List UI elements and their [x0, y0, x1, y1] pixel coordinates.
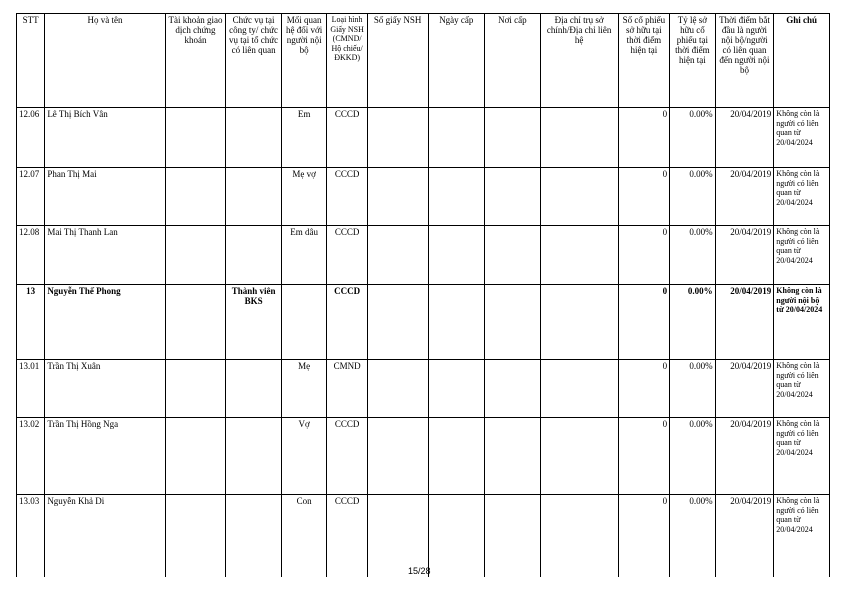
cell-note: Không còn là người có liên quan từ 20/04/2024: [774, 168, 830, 226]
cell-id-type: CCCD: [327, 226, 367, 285]
cell-relation: Vợ: [281, 418, 327, 495]
cell-name: Lê Thị Bích Vân: [45, 108, 165, 168]
cell-address: [540, 285, 618, 360]
cell-shares: 0: [618, 495, 670, 577]
cell-stt: 12.06: [17, 108, 45, 168]
cell-issue-place: [485, 360, 541, 418]
cell-issue-place: [485, 495, 541, 577]
cell-issue-place: [485, 108, 541, 168]
cell-issue-date: [428, 285, 485, 360]
cell-account: [165, 226, 226, 285]
header-start-date: Thời điểm bắt đầu là người nội bộ/người có liên quan đến người nội bộ: [715, 14, 774, 108]
cell-address: [540, 360, 618, 418]
cell-relation: Mẹ vợ: [281, 168, 327, 226]
table-row: [17, 226, 830, 285]
cell-start-date: 20/04/2019: [715, 226, 774, 285]
cell-issue-date: [428, 108, 485, 168]
cell-issue-place: [485, 285, 541, 360]
table-row: [17, 108, 830, 168]
cell-account: [165, 495, 226, 577]
header-account: Tài khoản giao dịch chứng khoán: [165, 14, 226, 108]
cell-start-date: 20/04/2019: [715, 285, 774, 360]
cell-account: [165, 168, 226, 226]
cell-issue-place: [485, 418, 541, 495]
cell-issue-place: [485, 168, 541, 226]
cell-account: [165, 360, 226, 418]
cell-id-number: [367, 168, 428, 226]
cell-start-date: 20/04/2019: [715, 108, 774, 168]
insider-table: [16, 13, 830, 577]
cell-id-type: CCCD: [327, 168, 367, 226]
cell-id-type: CMND: [327, 360, 367, 418]
cell-issue-date: [428, 168, 485, 226]
cell-relation: [281, 285, 327, 360]
cell-name: Nguyễn Khả Di: [45, 495, 165, 577]
header-issue-place: Nơi cấp: [485, 14, 541, 108]
cell-position: [226, 108, 282, 168]
header-ratio: Tỷ lệ sở hữu cổ phiếu tại thời điểm hiện tại: [670, 14, 716, 108]
cell-issue-date: [428, 360, 485, 418]
cell-id-number: [367, 226, 428, 285]
cell-id-type: CCCD: [327, 285, 367, 360]
cell-id-number: [367, 108, 428, 168]
table-row: [17, 168, 830, 226]
cell-name: Trần Thị Hồng Nga: [45, 418, 165, 495]
cell-position: [226, 168, 282, 226]
cell-shares: 0: [618, 108, 670, 168]
cell-name: Mai Thị Thanh Lan: [45, 226, 165, 285]
cell-stt: 13.03: [17, 495, 45, 577]
header-position: Chức vụ tại công ty/ chức vụ tại tổ chức có liên quan: [226, 14, 282, 108]
cell-position: [226, 226, 282, 285]
cell-id-number: [367, 418, 428, 495]
cell-issue-date: [428, 418, 485, 495]
header-id-type: Loại hình Giấy NSH (CMND/ Hộ chiếu/ ĐKKD): [327, 14, 367, 108]
cell-issue-place: [485, 226, 541, 285]
cell-name: Nguyễn Thế Phong: [45, 285, 165, 360]
cell-id-type: CCCD: [327, 495, 367, 577]
table-row: [17, 285, 830, 360]
cell-position: [226, 418, 282, 495]
header-address: Địa chỉ trụ sở chính/Địa chỉ liên hệ: [540, 14, 618, 108]
cell-relation: Em dâu: [281, 226, 327, 285]
header-id-number: Số giấy NSH: [367, 14, 428, 108]
cell-note: Không còn là người có liên quan từ 20/04/2024: [774, 418, 830, 495]
cell-note: Không còn là người nội bộ từ 20/04/2024: [774, 285, 830, 360]
cell-position: [226, 360, 282, 418]
cell-shares: 0: [618, 168, 670, 226]
header-row: [17, 14, 830, 108]
cell-id-number: [367, 285, 428, 360]
cell-shares: 0: [618, 285, 670, 360]
cell-start-date: 20/04/2019: [715, 495, 774, 577]
cell-shares: 0: [618, 226, 670, 285]
table-row: [17, 495, 830, 577]
cell-note: Không còn là người có liên quan từ 20/04/2024: [774, 226, 830, 285]
cell-ratio: 0.00%: [670, 418, 716, 495]
cell-address: [540, 108, 618, 168]
cell-issue-date: [428, 226, 485, 285]
header-stt: STT: [17, 14, 45, 108]
cell-ratio: 0.00%: [670, 285, 716, 360]
cell-start-date: 20/04/2019: [715, 418, 774, 495]
table-row: [17, 360, 830, 418]
cell-ratio: 0.00%: [670, 360, 716, 418]
cell-ratio: 0.00%: [670, 108, 716, 168]
header-shares: Số cổ phiếu sở hữu tại thời điểm hiện tại: [618, 14, 670, 108]
cell-ratio: 0.00%: [670, 495, 716, 577]
cell-id-number: [367, 495, 428, 577]
cell-stt: 13.02: [17, 418, 45, 495]
cell-address: [540, 418, 618, 495]
cell-start-date: 20/04/2019: [715, 168, 774, 226]
table-row: [17, 418, 830, 495]
cell-id-type: CCCD: [327, 418, 367, 495]
cell-account: [165, 418, 226, 495]
cell-shares: 0: [618, 360, 670, 418]
header-name: Họ và tên: [45, 14, 165, 108]
cell-relation: Con: [281, 495, 327, 577]
cell-ratio: 0.00%: [670, 168, 716, 226]
cell-issue-date: [428, 495, 485, 577]
cell-address: [540, 226, 618, 285]
cell-id-type: CCCD: [327, 108, 367, 168]
cell-account: [165, 285, 226, 360]
cell-relation: Em: [281, 108, 327, 168]
cell-account: [165, 108, 226, 168]
cell-position: [226, 495, 282, 577]
cell-id-number: [367, 360, 428, 418]
cell-note: Không còn là người có liên quan từ 20/04/2024: [774, 360, 830, 418]
page-number: 15/28: [408, 566, 431, 576]
cell-note: Không còn là người có liên quan từ 20/04/2024: [774, 495, 830, 577]
cell-ratio: 0.00%: [670, 226, 716, 285]
cell-start-date: 20/04/2019: [715, 360, 774, 418]
cell-position: Thành viên BKS: [226, 285, 282, 360]
cell-name: Trần Thị Xuân: [45, 360, 165, 418]
cell-name: Phan Thị Mai: [45, 168, 165, 226]
header-issue-date: Ngày cấp: [428, 14, 485, 108]
header-relation: Mối quan hệ đối với người nội bộ: [281, 14, 327, 108]
cell-stt: 13: [17, 285, 45, 360]
cell-stt: 13.01: [17, 360, 45, 418]
cell-shares: 0: [618, 418, 670, 495]
cell-address: [540, 168, 618, 226]
cell-address: [540, 495, 618, 577]
header-note: Ghi chú: [774, 14, 830, 108]
cell-stt: 12.07: [17, 168, 45, 226]
cell-relation: Mẹ: [281, 360, 327, 418]
cell-note: Không còn là người có liên quan từ 20/04/2024: [774, 108, 830, 168]
cell-stt: 12.08: [17, 226, 45, 285]
